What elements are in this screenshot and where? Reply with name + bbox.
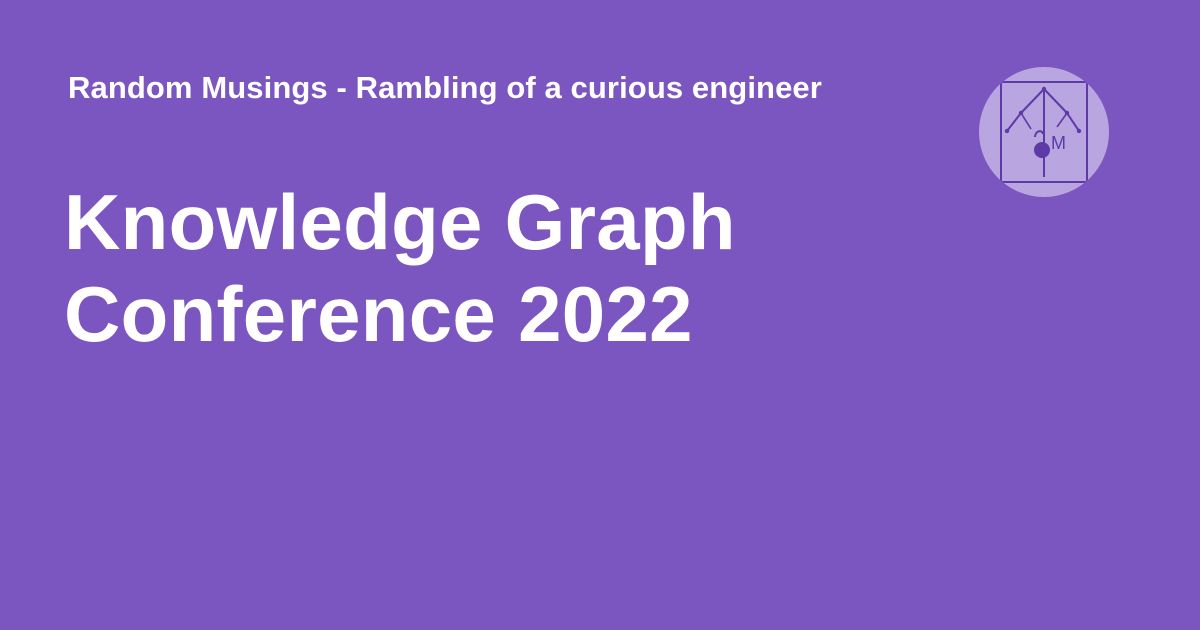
logo-letter: M <box>1051 133 1066 153</box>
site-logo <box>979 67 1109 197</box>
site-logo-icon <box>979 67 1109 197</box>
post-title-line-2: Conference 2022 <box>64 270 693 358</box>
post-title-line-1: Knowledge Graph <box>64 178 736 266</box>
site-name: Random Musings - Rambling of a curious engineer <box>68 70 822 105</box>
post-title <box>64 176 924 360</box>
